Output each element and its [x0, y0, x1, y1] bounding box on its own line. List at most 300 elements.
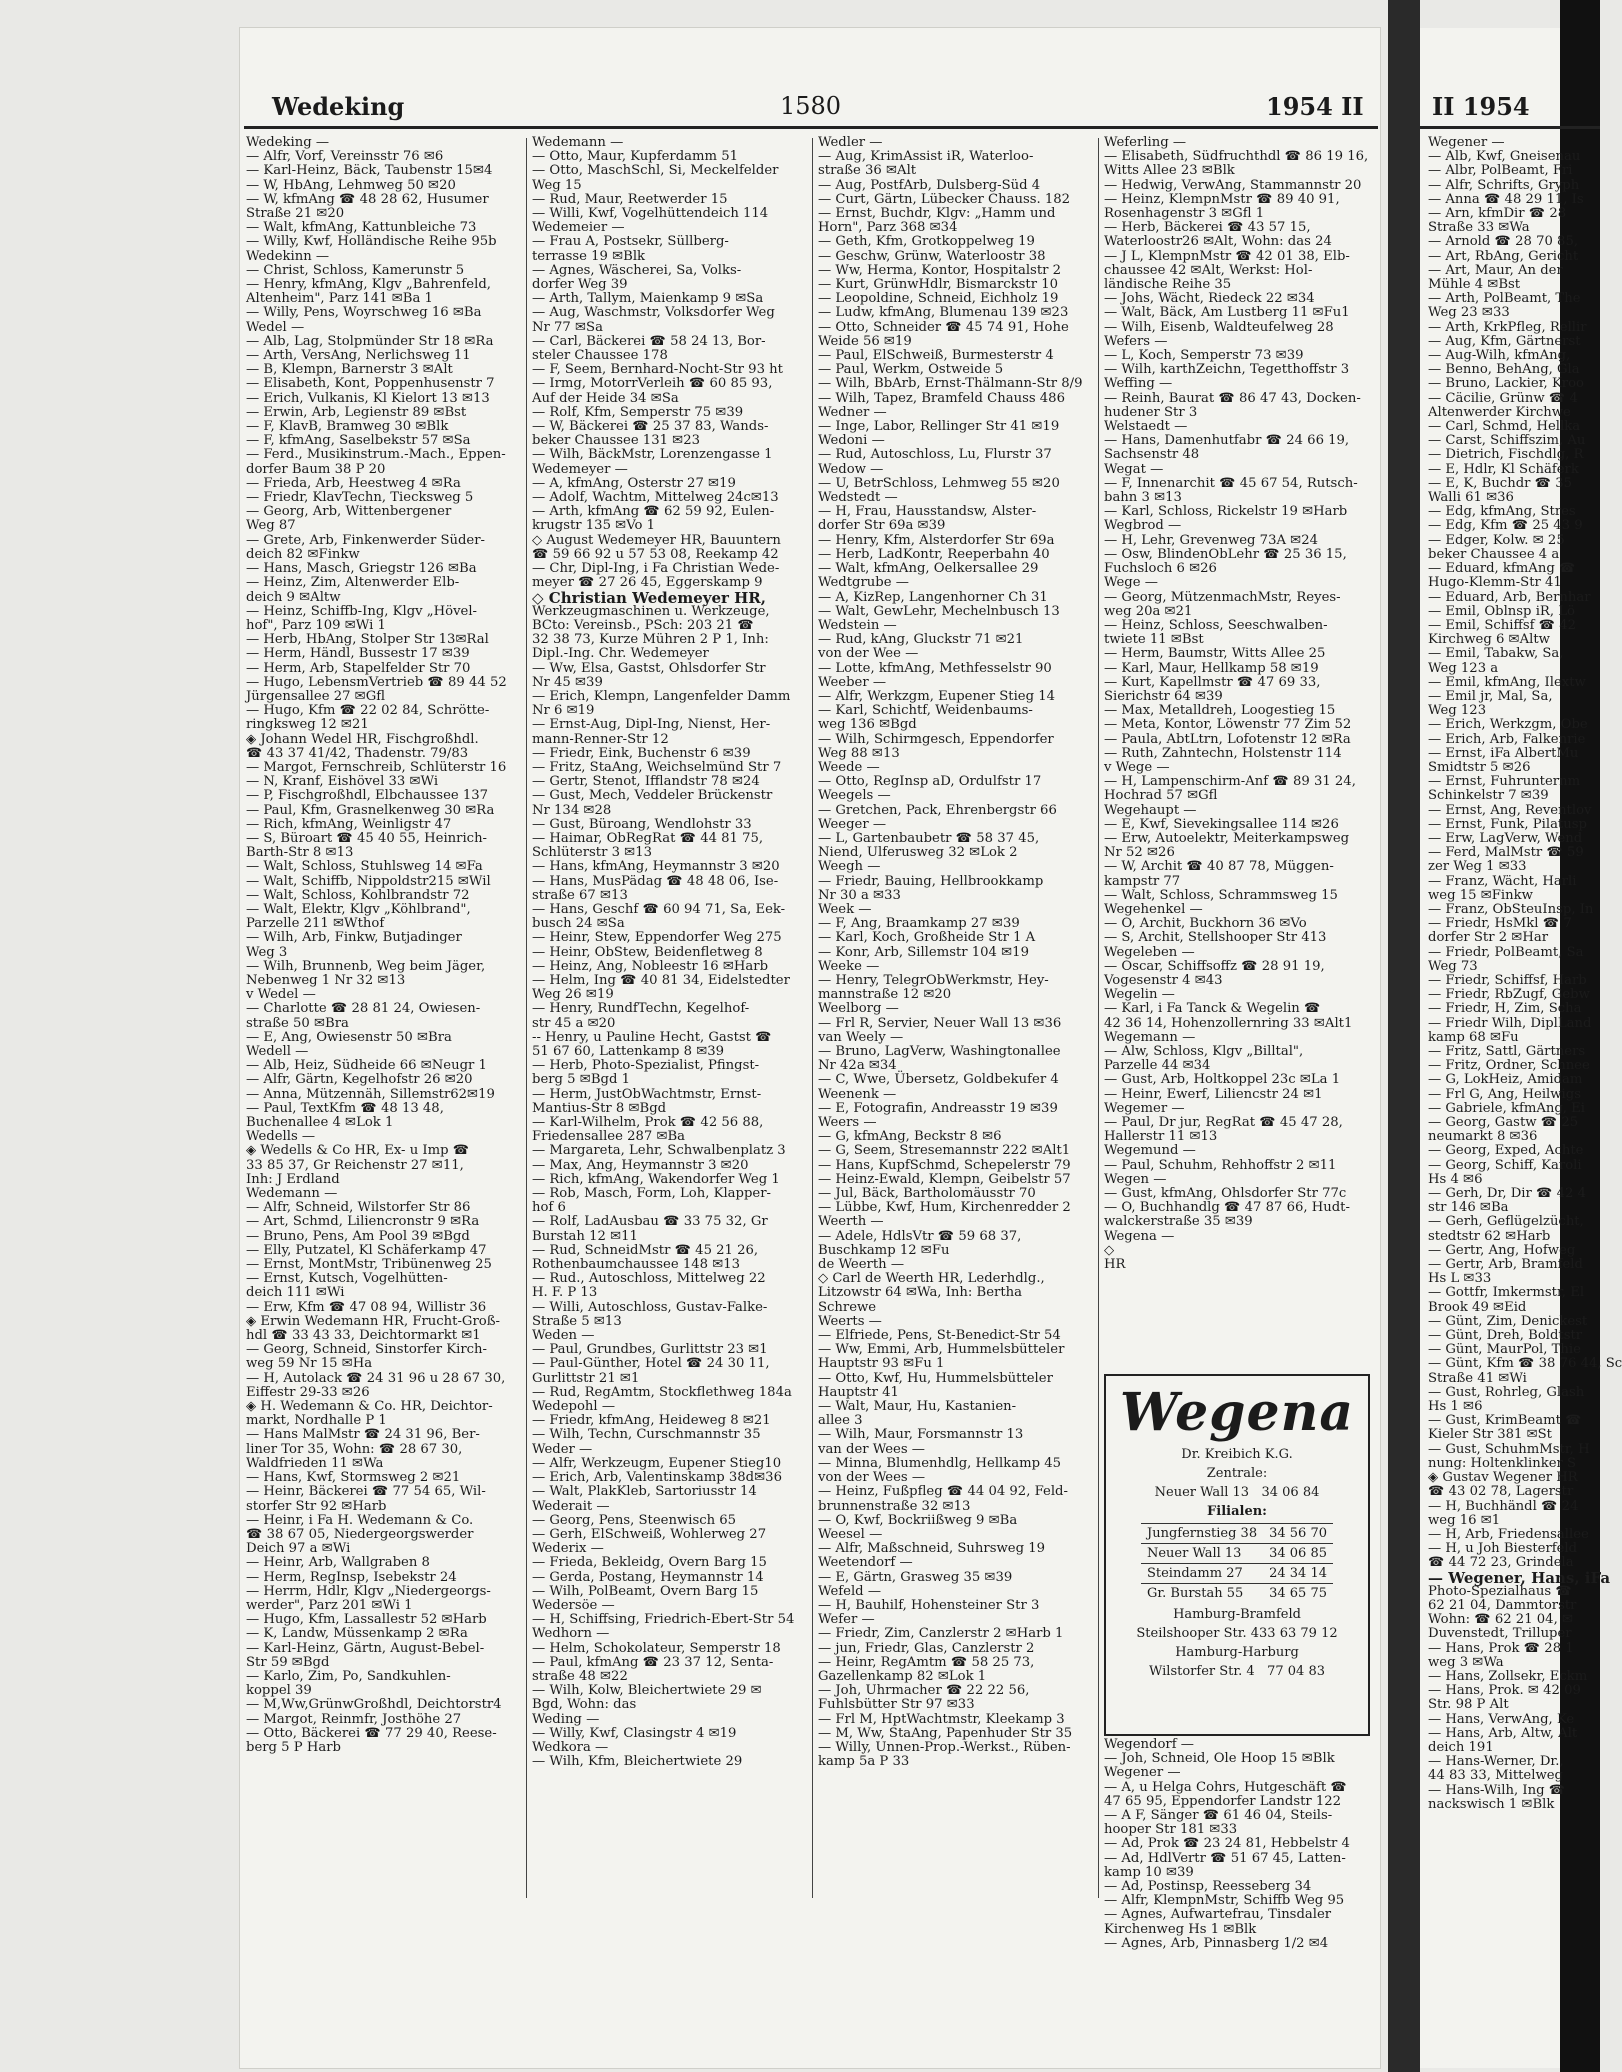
directory-entry: — Herm, Händl, Bussestr 17 ✉39 [246, 646, 470, 662]
directory-entry: — P, Fischgroßhdl, Elbchaussee 137 [246, 788, 489, 804]
directory-entry: — Walt, Schloss, Stuhlsweg 14 ✉Fa [246, 859, 483, 875]
wegena-logo: Wegena [1119, 1382, 1355, 1443]
directory-entry: — Gertr, Arb, Bramfeld [1428, 1257, 1583, 1273]
directory-entry: — Heinz, KlempnMstr ☎ 89 40 91, [1104, 191, 1340, 207]
directory-entry: mannstraße 12 ✉20 [818, 987, 952, 1003]
directory-entry: beker Chaussee 4 a [1428, 546, 1560, 562]
directory-entry: Wedler — [818, 135, 883, 150]
directory-entry: — H, Schiffsing, Friedrich-Ebert-Str 54 [532, 1612, 795, 1628]
directory-entry: Gazellenkamp 82 ✉Lok 1 [818, 1668, 987, 1684]
directory-entry: Hauptstr 93 ✉Fu 1 [818, 1356, 945, 1372]
directory-entry: — Wilh, Tapez, Bramfeld Chauss 486 [818, 390, 1065, 406]
directory-entry: 62 21 04, Dammtorstr [1428, 1597, 1577, 1613]
directory-entry: weg 20a ✉21 [1104, 603, 1193, 619]
ad-bramfeld-label: Hamburg-Bramfeld [1173, 1607, 1301, 1622]
directory-entry: Wedekinn — [246, 248, 330, 264]
directory-entry: — K, Landw, Müssenkamp 2 ✉Ra [246, 1626, 468, 1642]
directory-entry: — Friedr, HsMkl ☎ 7 [1428, 916, 1572, 932]
directory-entry: — Georg, MützenmachMstr, Reyes- [1104, 589, 1341, 605]
directory-entry: — Friedr, Eink, Buchenstr 6 ✉39 [532, 745, 751, 761]
ad-central-label: Zentrale: [1206, 1466, 1268, 1481]
ad-branches-label: Filialen: [1207, 1504, 1267, 1519]
column-3 [818, 136, 1088, 1916]
directory-entry: van Weely — [818, 1029, 904, 1045]
directory-entry: deich 82 ✉Finkw [246, 546, 360, 562]
directory-entry: Kieler Str 381 ✉St [1428, 1427, 1552, 1443]
directory-entry: — Dietrich, Fischdlg, R [1428, 447, 1584, 463]
directory-entry: — Friedr, RbZugf, Gebw [1428, 987, 1590, 1003]
directory-entry: ☎ 43 37 41/42, Thadenstr. 79/83 [246, 745, 469, 761]
directory-entry: allee 3 [818, 1413, 863, 1429]
directory-entry: — Elly, Putzatel, Kl Schäferkamp 47 [246, 1242, 487, 1258]
directory-entry: ◇ Carl de Weerth HR, Lederhdlg., [818, 1271, 1045, 1287]
directory-entry: Wefers — [1104, 333, 1168, 349]
directory-entry: Gurlittstr 21 ✉1 [532, 1370, 640, 1386]
directory-entry: — Heinr, Ewerf, Liliencstr 24 ✉1 [1104, 1086, 1323, 1102]
directory-entry: HR [1104, 1257, 1126, 1273]
column-divider [812, 138, 813, 1898]
directory-entry: — Helm, Ing ☎ 40 81 34, Eidelstedter [532, 972, 790, 988]
directory-entry: — Hans, KupfSchmd, Schepelerstr 79 [818, 1157, 1071, 1173]
directory-entry: — Eduard, Arb, Bernhar [1428, 589, 1591, 605]
directory-entry: weg 59 Nr 15 ✉Ha [246, 1356, 373, 1372]
directory-entry: — Wilh, PolBeamt, Overn Barg 15 [532, 1583, 759, 1599]
directory-entry: — Emil, Oblnsp iR, Lö [1428, 603, 1575, 619]
directory-entry: — Erw, Kfm ☎ 47 08 94, Willistr 36 [246, 1299, 487, 1315]
directory-entry: ☎ 44 72 23, Grindela [1428, 1555, 1574, 1571]
directory-entry: zer Weg 1 ✉33 [1428, 859, 1527, 875]
directory-entry: — Albr, PolBeamt, Fri [1428, 163, 1573, 179]
directory-entry: Weg 23 ✉33 [1428, 305, 1510, 321]
directory-entry: — Alfr, Maßschneid, Suhrsweg 19 [818, 1541, 1046, 1557]
directory-entry: — Oscar, Schiffsoffz ☎ 28 91 19, [1104, 958, 1325, 974]
directory-entry: Weide 56 ✉19 [818, 333, 912, 349]
directory-entry: Wegena — [1104, 1228, 1175, 1244]
directory-entry: Weerth — [818, 1214, 884, 1230]
directory-entry: Str 59 ✉Bgd [246, 1654, 330, 1670]
directory-entry: — Walt, kfmAng, Kattunbleiche 73 [246, 220, 477, 236]
column-divider [1098, 138, 1099, 1898]
directory-entry: hof 6 [532, 1200, 566, 1216]
next-page-header-rule [1420, 126, 1600, 129]
directory-entry: 42 36 14, Hohenzollernring 33 ✉Alt1 [1104, 1015, 1353, 1031]
directory-entry: — Heinr, i Fa H. Wedemann & Co. [246, 1512, 474, 1528]
directory-entry: 33 85 37, Gr Reichenstr 27 ✉11, [246, 1157, 464, 1173]
directory-entry: — Walt, Bäck, Am Lustberg 11 ✉Fu1 [1104, 305, 1350, 321]
directory-entry: Wedel — [246, 319, 305, 335]
directory-entry: — Karl-Heinz, Gärtn, August-Bebel- [246, 1640, 485, 1656]
directory-entry: — Georg, Pens, Steenwisch 65 [532, 1512, 737, 1528]
directory-entry: — Agnes, Arb, Pinnasberg 1/2 ✉4 [1104, 1935, 1329, 1951]
directory-entry: Jürgensallee 27 ✉Gfl [246, 688, 386, 704]
directory-entry: — Karl, Schichtf, Weidenbaums- [818, 703, 1033, 719]
directory-entry: stedtstr 62 ✉Harb [1428, 1228, 1551, 1244]
directory-entry: — Alb, Kwf, Gneisenau [1428, 149, 1581, 165]
ad-branch-row [1141, 1584, 1333, 1604]
directory-entry: Wederix — [532, 1541, 604, 1557]
directory-entry: Weg 15 [532, 177, 582, 193]
directory-entry: — Adele, HdlsVtr ☎ 59 68 37, [818, 1228, 1022, 1244]
directory-entry: — Hans-Werner, Dr., [1428, 1754, 1564, 1770]
directory-entry: Brook 49 ✉Eid [1428, 1299, 1527, 1315]
directory-entry: hdl ☎ 33 43 33, Deichtormarkt ✉1 [246, 1328, 481, 1344]
directory-entry: — Wilh, Kfm, Bleichertwiete 29 [532, 1754, 743, 1770]
directory-entry: — Friedr, KlavTechn, Tiecksweg 5 [246, 490, 474, 506]
directory-entry: — F, KlavB, Bramweg 30 ✉Blk [246, 419, 449, 435]
directory-entry: Weesel — [818, 1526, 883, 1542]
directory-entry: — Frau A, Postsekr, Süllberg- [532, 234, 729, 250]
directory-entry: Weede — [818, 759, 880, 775]
directory-entry: Weg 73 [1428, 958, 1478, 974]
directory-entry: Nebenweg 1 Nr 32 ✉13 [246, 972, 406, 988]
directory-entry: Werkzeugmaschinen u. Werkzeuge, [532, 603, 770, 619]
directory-entry: — M,Ww,GrünwGroßhdl, Deichtorstr4 [246, 1697, 502, 1713]
directory-entry: — Walt, kfmAng, Oelkersallee 29 [818, 561, 1039, 577]
directory-entry: — Irmg, MotorrVerleih ☎ 60 85 93, [532, 376, 773, 392]
directory-entry: Wedemeier — [532, 220, 625, 236]
directory-entry: — Franz, Wächt, Harli [1428, 873, 1577, 889]
directory-entry: — Heinz, Zim, Altenwerder Elb- [246, 575, 460, 591]
directory-entry: Straße 5 ✉13 [532, 1313, 622, 1329]
directory-entry: Nr 45 ✉39 [532, 674, 603, 690]
directory-entry: — Rolf, Kfm, Semperstr 75 ✉39 [532, 404, 744, 420]
directory-entry: — Heinr, RegAmtm ☎ 58 25 73, [818, 1654, 1035, 1670]
directory-entry: Week — [818, 901, 872, 917]
directory-entry: ◈ Erwin Wedemann HR, Frucht-Groß- [246, 1313, 500, 1329]
directory-entry: — Walt, GewLehr, Mechelnbusch 13 [818, 603, 1060, 619]
directory-entry: — Ww, Elsa, Gastst, Ohlsdorfer Str [532, 660, 766, 676]
directory-entry: — G, LokHeiz, Amidam [1428, 1072, 1583, 1088]
directory-entry: koppel 39 [246, 1683, 312, 1699]
directory-entry: Wegener — [1428, 135, 1505, 150]
directory-entry: Kirchweg 6 ✉Altw [1428, 632, 1550, 648]
directory-entry: — Heinz, Schloss, Seeschwalben- [1104, 617, 1328, 633]
directory-entry: straße 50 ✉Bra [246, 1015, 349, 1031]
directory-entry: — Aug, Kfm, Gärtnerst [1428, 333, 1581, 349]
directory-entry: — Gerh, ElSchweiß, Wohlerweg 27 [532, 1526, 767, 1542]
directory-entry: — O, Kwf, Bockriißweg 9 ✉Ba [818, 1512, 1018, 1528]
directory-entry: — Gust, Büroang, Wendlohstr 33 [532, 816, 752, 832]
directory-entry: deich 9 ✉Altw [246, 589, 341, 605]
directory-entry: — Inge, Labor, Rellinger Str 41 ✉19 [818, 419, 1060, 435]
wegena-advertisement [1104, 1374, 1370, 1736]
directory-entry: — Bruno, LagVerw, Washingtonallee [818, 1044, 1061, 1059]
directory-entry: — Georg, Schiff, Karoli [1428, 1157, 1582, 1173]
directory-entry: — Karl-Heinz, Bäck, Taubenstr 15✉4 [246, 163, 493, 179]
directory-entry: — Ernst, MontMstr, Tribünenweg 25 [246, 1257, 492, 1273]
directory-entry: Wedersöe — [532, 1597, 615, 1613]
directory-entry: — Paul, TextKfm ☎ 48 13 48, [246, 1100, 444, 1116]
directory-entry: — Gretchen, Pack, Ehrenbergstr 66 [818, 802, 1057, 818]
directory-entry: — Erich, Klempn, Langenfelder Damm [532, 688, 791, 704]
directory-entry: — Ernst, Buchdr, Klgv: „Hamm und [818, 206, 1056, 222]
ad-harburg-phone: 77 04 83 [1267, 1664, 1325, 1679]
directory-entry: Weegels — [818, 788, 891, 804]
directory-entry: — A F, Sänger ☎ 61 46 04, Steils- [1104, 1808, 1333, 1824]
directory-entry: — H, Buchhändl ☎ 24 [1428, 1498, 1579, 1514]
directory-entry: v Wedel — [246, 987, 316, 1003]
directory-entry: Wedell — [246, 1044, 309, 1059]
directory-entry: — Otto, Maur, Kupferdamm 51 [532, 149, 738, 165]
directory-entry: — Paul-Günther, Hotel ☎ 24 30 11, [532, 1356, 770, 1372]
directory-entry: — Eduard, kfmAng ☎ [1428, 561, 1576, 577]
directory-entry: — Walt, Schloss, Kohlbrandstr 72 [246, 887, 470, 903]
directory-entry: Wedhorn — [532, 1626, 610, 1642]
directory-entry: — Hedwig, VerwAng, Stammannstr 20 [1104, 177, 1362, 193]
directory-entry: — Hans, Zollsekr, Eckm [1428, 1668, 1588, 1684]
ad-harburg-label: Hamburg-Harburg [1175, 1645, 1299, 1660]
directory-entry: hudener Str 3 [1104, 404, 1198, 420]
directory-entry: — Meta, Kontor, Löwenstr 77 Zim 52 [1104, 717, 1352, 733]
directory-entry: — H, Bauhilf, Hohensteiner Str 3 [818, 1597, 1040, 1613]
directory-entry: Weegh — [818, 859, 881, 875]
directory-entry: — Agnes, Aufwartefrau, Tinsdaler [1104, 1907, 1332, 1923]
directory-entry: Friedensallee 287 ✉Ba [532, 1129, 686, 1145]
directory-entry: krugstr 135 ✉Vo 1 [532, 518, 656, 534]
directory-entry: str 45 a ✉20 [532, 1015, 616, 1031]
directory-entry: — Art, RbAng, Gericht [1428, 248, 1579, 264]
directory-entry: — Arn, kfmDir ☎ 28 [1428, 206, 1567, 222]
directory-entry: — Wegener, Hans, iFa [1428, 1568, 1611, 1587]
directory-entry: — Willy, Unnen-Prop.-Werkst., Rüben- [818, 1739, 1071, 1755]
directory-entry: Weeger — [818, 816, 887, 832]
directory-entry: Wedemann — [246, 1186, 338, 1202]
directory-entry: — Alw, Schloss, Klgv „Billtal", [1104, 1044, 1304, 1059]
directory-entry: van der Wees — [818, 1441, 925, 1457]
directory-entry: Wedeking — [246, 135, 330, 150]
ad-branch-name: Jungfernstieg 38 [1141, 1524, 1263, 1544]
ad-central-address: Neuer Wall 13 [1154, 1485, 1250, 1500]
directory-entry: — Henry, RundfTechn, Kegelhof- [532, 1001, 750, 1017]
ad-branch-name: Gr. Burstah 55 [1141, 1584, 1263, 1604]
directory-entry: Waldfrieden 11 ✉Wa [246, 1455, 384, 1471]
directory-entry: ◇ Christian Wedemeyer HR, [532, 588, 766, 607]
directory-entry: Nr 77 ✉Sa [532, 319, 603, 335]
directory-entry: twiete 11 ✉Bst [1104, 632, 1204, 648]
column-2 [532, 136, 800, 1916]
directory-entry: Wege — [1104, 575, 1158, 591]
ad-branch-phone: 34 06 85 [1263, 1544, 1333, 1564]
ad-harburg [1106, 1664, 1368, 1679]
directory-entry: — A, kfmAng, Osterstr 27 ✉19 [532, 475, 736, 491]
directory-entry: — Alfr, Vorf, Vereinsstr 76 ✉6 [246, 149, 444, 165]
directory-entry: — Alfr, Gärtn, Kegelhofstr 26 ✉20 [246, 1072, 473, 1088]
directory-entry: — Edg, kfmAng, Stres [1428, 504, 1576, 520]
directory-entry: — Carl, Schmd, Hellka [1428, 419, 1581, 435]
directory-entry: ◇ [1104, 1242, 1115, 1258]
directory-entry: — Herb, Photo-Spezialist, Pfingst- [532, 1058, 760, 1074]
directory-entry: Inh: J Erdland [246, 1171, 340, 1187]
directory-entry: — Reinh, Baurat ☎ 86 47 43, Docken- [1104, 390, 1361, 406]
directory-entry: — Lotte, kfmAng, Methfesselstr 90 [818, 660, 1052, 676]
ad-harburg-address: Wilstorfer Str. 4 [1149, 1664, 1255, 1679]
directory-entry: Barth-Str 8 ✉13 [246, 845, 354, 861]
directory-entry: — Friedr, Zim, Canzlerstr 2 ✉Harb 1 [818, 1626, 1064, 1642]
directory-entry: — Wilh, BäckMstr, Lorenzengasse 1 [532, 447, 773, 463]
directory-entry: — Wilh, Arb, Finkw, Butjadinger [246, 930, 462, 946]
directory-entry: — Gust, SchuhmMstr, H [1428, 1441, 1590, 1457]
directory-entry: Wegehenkel — [1104, 901, 1203, 917]
directory-entry: Bgd, Wohn: das [532, 1697, 637, 1713]
directory-entry: — Heinz, Ang, Nobleestr 16 ✉Harb [532, 958, 769, 974]
directory-entry: — Rud, Maur, Reetwerder 15 [532, 191, 728, 207]
directory-entry: Witts Allee 23 ✉Blk [1104, 163, 1235, 179]
directory-entry: bahn 3 ✉13 [1104, 490, 1182, 506]
directory-entry: Weferling — [1104, 135, 1187, 150]
directory-entry: Hugo-Klemm-Str 41 [1428, 575, 1562, 591]
directory-entry: — Carst, Schiffszim, Au [1428, 433, 1586, 449]
directory-entry: Welstaedt — [1104, 419, 1188, 435]
directory-entry: Wefer — [818, 1612, 875, 1628]
ad-bramfeld-phone: 63 79 12 [1279, 1626, 1338, 1641]
directory-entry: — Ernst, Fuhrunternm [1428, 774, 1581, 790]
directory-entry: — Paul, Kfm, Grasnelkenweg 30 ✉Ra [246, 802, 495, 818]
directory-entry: ◈ Johann Wedel HR, Fischgroßhdl. [246, 731, 479, 747]
directory-entry: — E, Hdlr, Kl Schäferk [1428, 461, 1579, 477]
directory-entry: — Geth, Kfm, Grotkoppelweg 19 [818, 234, 1035, 250]
directory-entry: — Hans, Kwf, Stormsweg 2 ✉21 [246, 1470, 461, 1486]
directory-entry: — Wilh, Maur, Forsmannstr 13 [818, 1427, 1024, 1443]
directory-entry: 32 38 73, Kurze Mühren 2 P 1, Inh: [532, 632, 769, 648]
directory-entry: — A, u Helga Cohrs, Hutgeschäft ☎ [1104, 1779, 1347, 1795]
directory-entry: Wegeleben — [1104, 944, 1195, 960]
directory-entry: Weg 26 ✉19 [532, 987, 614, 1003]
directory-entry: — Paul, Schuhm, Rehhoffstr 2 ✉11 [1104, 1157, 1337, 1173]
directory-entry: — Fritz, StaAng, Weichselmünd Str 7 [532, 759, 782, 775]
directory-entry: Wedemann — [532, 135, 624, 150]
directory-entry: Smidtstr 5 ✉26 [1428, 759, 1531, 775]
directory-entry: — Günt, Zim, Denickest [1428, 1313, 1588, 1329]
directory-entry: Weder — [532, 1441, 593, 1457]
directory-entry: — Erich, Arb, Falkenrie [1428, 731, 1586, 747]
directory-entry: Niend, Ulferusweg 32 ✉Lok 2 [818, 845, 1018, 861]
directory-entry: 51 67 60, Lattenkamp 8 ✉39 [532, 1044, 725, 1059]
directory-entry: — E, Ang, Owiesenstr 50 ✉Bra [246, 1029, 452, 1045]
directory-entry: — Grete, Arb, Finkenwerder Süder- [246, 532, 485, 548]
directory-entry: — F, Seem, Bernhard-Nocht-Str 93 ht [532, 362, 783, 378]
directory-entry: — Herm, JustObWachtmstr, Ernst- [532, 1086, 762, 1102]
directory-entry: — Elfriede, Pens, St-Benedict-Str 54 [818, 1328, 1061, 1344]
directory-entry: Weerts — [818, 1313, 882, 1329]
ad-branch-phone: 34 56 70 [1263, 1524, 1333, 1544]
directory-entry: — Ernst, iFa AlbertMu [1428, 745, 1579, 761]
directory-entry: — H, Frau, Hausstandsw, Alster- [818, 504, 1037, 520]
directory-entry: — Hans, Masch, Griegstr 126 ✉Ba [246, 561, 477, 577]
directory-entry: — Georg, Gastw ☎ 25 [1428, 1115, 1579, 1131]
directory-entry: Wederait — [532, 1498, 610, 1514]
directory-entry: weg 16 ✉1 [1428, 1512, 1501, 1528]
directory-entry: — Gust, Mech, Veddeler Brückenstr [532, 788, 773, 804]
directory-entry: Hauptstr 41 [818, 1384, 899, 1400]
directory-entry: — Gust, KrimBeamt ☎ [1428, 1413, 1582, 1429]
directory-entry: — Aug, Waschmstr, Volksdorfer Weg [532, 305, 775, 321]
directory-entry: — Erw, LagVerw, Wend [1428, 830, 1583, 846]
directory-entry: — E, K, Buchdr ☎ 35 [1428, 475, 1573, 491]
directory-entry: — Wilh, Schirmgesch, Eppendorfer [818, 731, 1054, 747]
directory-entry: — Emil, Schiffsf ☎ 42 [1428, 617, 1577, 633]
directory-entry: Weg 3 [246, 944, 288, 960]
directory-entry: — Paul, Dr jur, RegRat ☎ 45 47 28, [1104, 1115, 1343, 1131]
directory-entry: — Hans, Prok ☎ 28 1 [1428, 1640, 1574, 1656]
ad-branch-row [1141, 1524, 1333, 1544]
directory-entry: — Johs, Wächt, Riedeck 22 ✉34 [1104, 291, 1315, 307]
directory-entry: — G, Seem, Stresemannstr 222 ✉Alt1 [818, 1143, 1071, 1159]
directory-entry: — S, Archit, Stellshooper Str 413 [1104, 930, 1327, 946]
directory-entry: ☎ 59 66 92 u 57 53 08, Reekamp 42 [532, 546, 779, 562]
directory-entry: — Erich, Arb, Valentinskamp 38d✉36 [532, 1470, 782, 1486]
directory-entry: — Art, Schmd, Liliencronstr 9 ✉Ra [246, 1214, 480, 1230]
directory-entry: Hs 1 ✉6 [1428, 1399, 1483, 1415]
directory-entry: — H, Lehr, Grevenweg 73A ✉24 [1104, 532, 1318, 548]
directory-entry: — Rolf, LadAusbau ☎ 33 75 32, Gr [532, 1214, 768, 1230]
directory-entry: Rothenbaumchaussee 148 ✉13 [532, 1257, 741, 1273]
directory-entry: Buchenallee 4 ✉Lok 1 [246, 1115, 394, 1131]
directory-entry: — Leopoldine, Schneid, Eichholz 19 [818, 291, 1059, 307]
directory-entry: Dipl.-Ing. Chr. Wedemeyer [532, 646, 709, 662]
directory-entry: — Willy, Kwf, Holländische Reihe 95b [246, 234, 497, 250]
ad-bramfeld [1106, 1626, 1368, 1641]
directory-entry: — Agnes, Wäscherei, Sa, Volks- [532, 262, 742, 278]
directory-entry: — Frl R, Servier, Neuer Wall 13 ✉36 [818, 1015, 1062, 1031]
directory-entry: Schrewe [818, 1299, 877, 1315]
directory-entry: — Arth, PolBeamt, The [1428, 291, 1581, 307]
directory-entry: — O, Archit, Buckhorn 36 ✉Vo [1104, 916, 1307, 932]
directory-entry: — O, Buchhandlg ☎ 47 87 66, Hudt- [1104, 1200, 1350, 1216]
directory-entry: — Alfr, Werkzeugm, Eupener Stieg10 [532, 1455, 782, 1471]
directory-entry: — Christ, Schloss, Kamerunstr 5 [246, 262, 465, 278]
directory-entry: — Alfr, Schrifts, Gryph [1428, 177, 1580, 193]
directory-entry: — Arth, kfmAng ☎ 62 59 92, Eulen- [532, 504, 775, 520]
directory-entry: — Karlo, Zim, Po, Sandkuhlen- [246, 1668, 451, 1684]
directory-entry: — Ad, HdlVertr ☎ 51 67 45, Latten- [1104, 1850, 1346, 1866]
directory-entry: — Hans MalMstr ☎ 24 31 96, Ber- [246, 1427, 480, 1443]
directory-entry: walckerstraße 35 ✉39 [1104, 1214, 1253, 1230]
directory-entry: ☎ 43 02 78, Lagerstr [1428, 1484, 1574, 1500]
directory-entry: Nr 42a ✉34 [818, 1058, 897, 1074]
directory-entry: Wegendorf — [1104, 1737, 1194, 1752]
directory-entry: straße 48 ✉22 [532, 1668, 628, 1684]
directory-entry: — Konr, Arb, Sillemstr 104 ✉19 [818, 944, 1029, 960]
directory-entry: — Herm, Baumstr, Witts Allee 25 [1104, 646, 1326, 662]
directory-entry: kamp 5a P 33 [818, 1754, 910, 1770]
directory-entry: Nr 6 ✉19 [532, 703, 595, 719]
directory-entry: dorfer Str 69a ✉39 [818, 518, 946, 534]
directory-entry: ◈ Wedells & Co HR, Ex- u Imp ☎ [246, 1143, 470, 1159]
directory-entry: — Henry, Kfm, Alsterdorfer Str 69a [818, 532, 1055, 548]
directory-entry: — jun, Friedr, Glas, Canzlerstr 2 [818, 1640, 1035, 1656]
directory-entry: — Rob, Masch, Form, Loh, Klapper- [532, 1186, 771, 1202]
directory-entry: — Erich, Vulkanis, Kl Kielort 13 ✉13 [246, 390, 490, 406]
directory-entry: — H, Lampenschirm-Anf ☎ 89 31 24, [1104, 774, 1356, 790]
directory-entry: — Ernst, Funk, Pilatusp [1428, 816, 1587, 832]
directory-entry: Mühle 4 ✉Bst [1428, 277, 1521, 293]
directory-entry: von der Wees — [818, 1470, 926, 1486]
ad-branch-name: Neuer Wall 13 [1141, 1544, 1263, 1564]
directory-entry: — Alfr, Schneid, Wilstorfer Str 86 [246, 1200, 471, 1216]
directory-entry: — Walt, Schiffb, Nippoldstr215 ✉Wil [246, 873, 491, 889]
directory-entry: werder", Parz 201 ✉Wi 1 [246, 1597, 413, 1613]
directory-entry: — E, Fotografin, Andreasstr 19 ✉39 [818, 1100, 1058, 1116]
directory-entry: — Elisabeth, Südfruchthdl ☎ 86 19 16, [1104, 149, 1369, 165]
directory-entry: deich 111 ✉Wi [246, 1285, 345, 1301]
directory-entry: — Karl, i Fa Tanck & Wegelin ☎ [1104, 1001, 1321, 1017]
directory-entry: ◇ August Wedemeyer HR, Bauuntern [532, 532, 781, 548]
next-page-head: II 1954 [1432, 92, 1530, 121]
directory-entry: — Max, Metalldreh, Loogestieg 15 [1104, 703, 1336, 719]
directory-entry: Wedkora — [532, 1739, 609, 1755]
directory-entry: — Jul, Bäck, Bartholomäusstr 70 [818, 1186, 1036, 1202]
directory-entry: Kirchenweg Hs 1 ✉Blk [1104, 1921, 1257, 1937]
